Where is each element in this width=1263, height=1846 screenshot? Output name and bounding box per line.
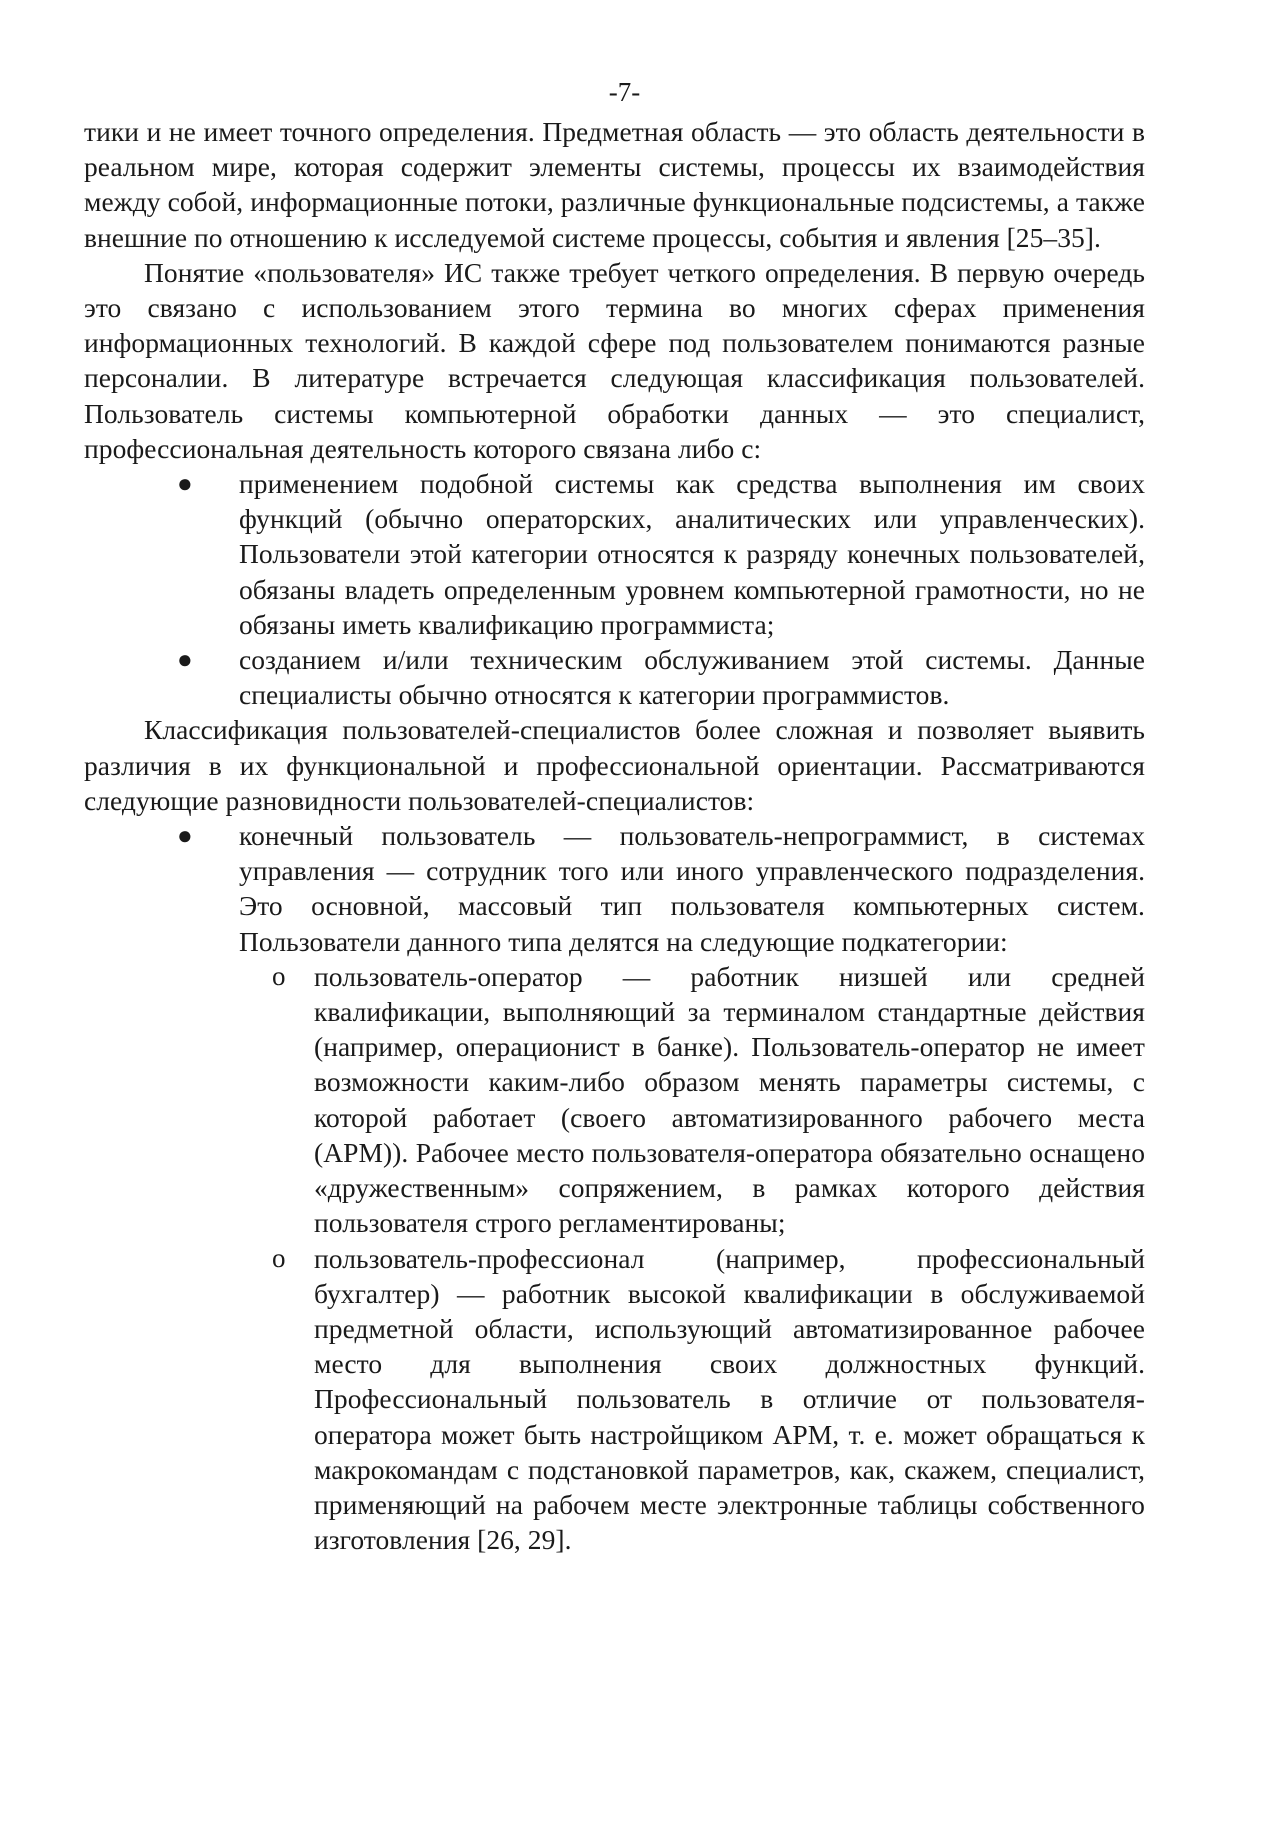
list-item-text: конечный пользователь — пользователь-непрограммист, в системах управления — сотрудник того или иного управленческого подразделения. Это основной, массовый тип пользователя компьютерных систем. Пользователи данного типа делятся на следующие подкатегории: <box>239 820 1145 957</box>
list-item <box>177 818 1145 1557</box>
list-item <box>177 466 1145 642</box>
end-user-subcategories-list <box>239 959 1145 1557</box>
user-activity-list <box>84 466 1145 712</box>
list-item <box>272 959 1145 1241</box>
paragraph-specialist-classification: Классификация пользователей-специалистов более сложная и позволяет выявить различия в их функциональной и профессиональной ориентации. Рассматриваются следующие разновидности пользователей-специалистов: <box>84 714 1145 816</box>
list-item <box>177 642 1145 712</box>
circle-bullet-icon: o <box>272 960 286 991</box>
list-item-text: применением подобной системы как средства выполнения им своих функций (обычно операторских, аналитических или управленческих). Пользователи этой категории относятся к разряду конечных пользователей, обязаны владеть определенным уровнем компьютерной грамотности, но не обязаны иметь квалификацию программиста; <box>239 468 1145 640</box>
list-item-text: созданием и/или техническим обслуживанием этой системы. Данные специалисты обычно относятся к категории программистов. <box>239 644 1145 711</box>
bullet-icon: ● <box>177 645 193 675</box>
bullet-icon: ● <box>177 469 193 499</box>
paragraph-subject-area: тики и не имеет точного определения. Предметная область — это область деятельности в реальном мире, которая содержит элементы системы, процессы их взаимодействия между собой, информационные потоки, различные функциональные подсистемы, а также внешние по отношению к исследуемой системе процессы, события и явления [25–35]. <box>84 116 1145 253</box>
bullet-icon: ● <box>177 821 193 851</box>
specialist-types-list <box>84 818 1145 1557</box>
list-item-text: пользователь-оператор — работник низшей или средней квалификации, выполняющий за терминалом стандартные действия (например, операционист в банке). Пользователь-оператор не имеет возможности каким-либо образом менять параметры системы, с которой работает (своего автоматизированного рабочего места (АРМ)). Рабочее место пользователя-оператора обязательно оснащено «дружественным» сопряжением, в рамках которого действия пользователя строго регламентированы; <box>314 960 1145 1239</box>
circle-bullet-icon: o <box>272 1242 286 1273</box>
list-item-text: пользователь-профессионал (например, профессиональный бухгалтер) — работник высокой квалификации в обслуживаемой предметной области, использующий автоматизированное рабочее место для выполнения своих должностных функций. Профессиональный пользователь в отличие от пользователя-оператора может быть настройщиком АРМ, т. е. может обращаться к макрокомандам с подстановкой параметров, как, скажем, специалист, применяющий на рабочем месте электронные таблицы собственного изготовления [26, 29]. <box>314 1242 1145 1556</box>
list-item <box>272 1241 1145 1558</box>
page-number: -7- <box>608 77 641 107</box>
paragraph-user-concept: Понятие «пользователя» ИС также требует четкого определения. В первую очередь это связано с использованием этого термина во многих сферах применения информационных технологий. В каждой сфере под пользователем понимаются разные персоналии. В литературе встречается следующая классификация пользователей. Пользователь системы компьютерной обработки данных — это специалист, профессиональная деятельность которого связана либо с: <box>84 256 1145 464</box>
